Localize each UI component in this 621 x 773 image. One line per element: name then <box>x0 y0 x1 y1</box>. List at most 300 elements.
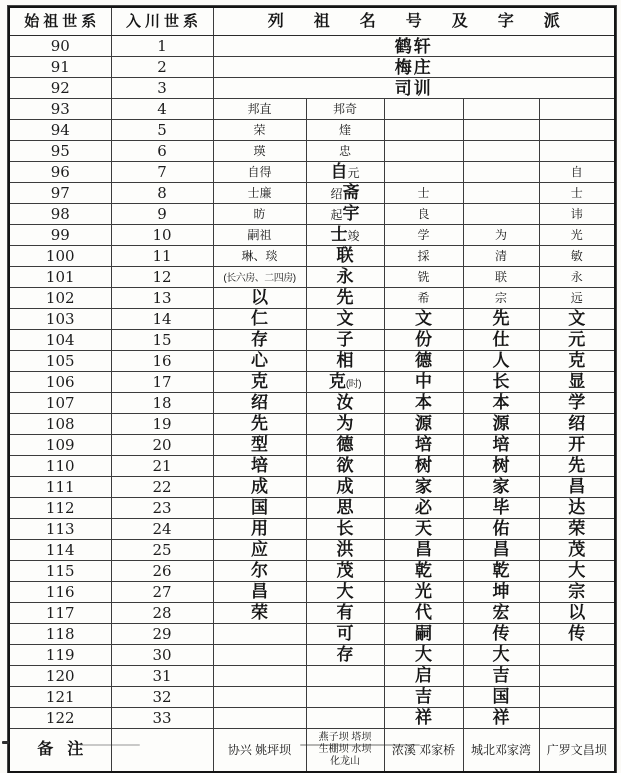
name-text: 嗣 <box>415 624 432 643</box>
name-text-line: 化龙山 <box>330 756 360 767</box>
ancestor-name-cell <box>539 498 615 519</box>
ancestor-name-cell <box>306 414 384 435</box>
name-text: 先 <box>568 456 586 475</box>
ancestor-name-cell <box>306 120 384 141</box>
ancestor-name-cell <box>213 393 306 414</box>
ancestor-name-cell <box>213 267 306 288</box>
table-row <box>9 288 615 309</box>
ancestor-name-cell <box>306 498 384 519</box>
name-text-line: 生棚坝 水坝 <box>318 744 372 755</box>
name-text: 源 <box>415 414 432 433</box>
name-text: 光 <box>570 228 583 242</box>
name-text: 浓溪 邓家桥 <box>391 743 456 757</box>
ancestor-name-cell <box>306 666 384 687</box>
ancestor-name-cell <box>463 435 539 456</box>
ancestor-generation-cell: 119 <box>9 645 111 666</box>
name-text: 克 <box>568 351 586 370</box>
header-ancestor-generation: 始祖世系 <box>9 7 111 36</box>
ancestor-name-cell <box>463 267 539 288</box>
ancestor-name-cell <box>384 624 463 645</box>
ancestor-name-cell <box>213 624 306 645</box>
name-text: 光 <box>415 582 432 601</box>
name-text: 荣 <box>253 123 266 137</box>
ancestor-generation-cell: 94 <box>9 120 111 141</box>
name-text: 士廉 <box>247 186 272 200</box>
ancestor-name-cell <box>213 540 306 561</box>
table-row <box>9 351 615 372</box>
name-text: 中 <box>415 372 432 391</box>
remarks-place-cell <box>213 729 306 773</box>
name-text: 必 <box>415 498 432 517</box>
name-text: 茂 <box>568 540 586 559</box>
name-text: 昉 <box>253 207 266 221</box>
name-text: 元 <box>347 166 360 180</box>
ancestor-name-cell <box>539 267 615 288</box>
ancestor-name-cell <box>539 708 615 729</box>
ancestor-name-cell <box>539 582 615 603</box>
table-row <box>9 309 615 330</box>
ancestor-name-cell <box>463 414 539 435</box>
ancestor-generation-cell: 100 <box>9 246 111 267</box>
ancestor-name-cell <box>384 645 463 666</box>
name-text: 宏 <box>492 603 510 622</box>
ancestor-name-cell <box>213 582 306 603</box>
sichuan-generation-cell: 12 <box>111 267 213 288</box>
ancestor-generation-cell: 98 <box>9 204 111 225</box>
ancestor-name-cell <box>463 309 539 330</box>
ancestor-name-cell <box>306 603 384 624</box>
name-text: 用 <box>251 519 268 538</box>
sichuan-generation-cell: 29 <box>111 624 213 645</box>
name-text: 心 <box>251 351 268 370</box>
sichuan-generation-cell: 6 <box>111 141 213 162</box>
name-text: 讳 <box>570 207 583 221</box>
table-row <box>9 708 615 729</box>
name-text: 坤 <box>492 582 510 601</box>
ancestor-name-cell <box>213 309 306 330</box>
name-text: 尔 <box>251 561 268 580</box>
name-text: 绍 <box>330 187 343 201</box>
ancestor-name-cell <box>463 330 539 351</box>
ancestor-generation-cell: 113 <box>9 519 111 540</box>
ancestor-generation-cell: 106 <box>9 372 111 393</box>
table-row <box>9 561 615 582</box>
ancestor-name-cell <box>539 477 615 498</box>
ancestor-name-cell <box>213 456 306 477</box>
name-text: 克 <box>251 372 268 391</box>
ancestor-name-cell <box>463 582 539 603</box>
name-text: 良 <box>417 207 430 221</box>
ancestor-name-cell <box>306 288 384 309</box>
table-row <box>9 267 615 288</box>
name-text: (长六房、二四房) <box>223 273 296 284</box>
ancestor-name-cell <box>463 204 539 225</box>
ancestor-name-cell <box>463 687 539 708</box>
ancestor-name-cell <box>384 582 463 603</box>
table-row <box>9 624 615 645</box>
name-text: 昌 <box>251 582 268 601</box>
name-text: 长 <box>336 519 354 538</box>
ancestor-name-cell <box>213 351 306 372</box>
ancestor-name-cell <box>384 498 463 519</box>
name-text: 起 <box>330 208 343 222</box>
sichuan-generation-cell: 32 <box>111 687 213 708</box>
ancestor-name-cell <box>463 477 539 498</box>
table-row <box>9 183 615 204</box>
genealogy-table <box>8 6 616 773</box>
name-text: 源 <box>492 414 510 433</box>
ancestor-name-cell <box>306 267 384 288</box>
ancestor-generation-cell: 96 <box>9 162 111 183</box>
name-text: 人 <box>492 351 510 370</box>
ancestor-name-cell <box>213 498 306 519</box>
ancestor-name-cell <box>306 477 384 498</box>
ancestor-name-cell <box>213 120 306 141</box>
table-row <box>9 519 615 540</box>
name-text: 大 <box>568 561 586 580</box>
name-text: 显 <box>568 372 586 391</box>
ancestor-name-cell <box>539 414 615 435</box>
header-sichuan-generation: 入川世系 <box>111 7 213 36</box>
ancestor-name-cell <box>463 624 539 645</box>
ancestor-name-cell <box>384 267 463 288</box>
ancestor-name-cell <box>463 456 539 477</box>
name-text: 克 <box>328 372 346 391</box>
table-row <box>9 204 615 225</box>
table-row <box>9 246 615 267</box>
sichuan-generation-cell: 3 <box>111 78 213 99</box>
name-text: 採 <box>417 249 430 263</box>
ancestor-name-cell <box>539 162 615 183</box>
ancestor-name-cell <box>306 372 384 393</box>
ancestor-name-span-cell: 司训 <box>213 78 615 99</box>
ancestor-name-cell <box>213 603 306 624</box>
sichuan-generation-cell: 2 <box>111 57 213 78</box>
name-text: 茂 <box>336 561 354 580</box>
name-text: 忠 <box>338 144 351 158</box>
name-text: 瑛 <box>253 144 266 158</box>
name-text: 培 <box>251 456 268 475</box>
ancestor-name-cell <box>213 225 306 246</box>
sichuan-generation-cell: 13 <box>111 288 213 309</box>
ancestor-name-cell <box>213 435 306 456</box>
ancestor-name-cell <box>463 99 539 120</box>
name-text: 邦直 <box>247 102 272 116</box>
table-row <box>9 603 615 624</box>
table-row <box>9 540 615 561</box>
table-row <box>9 141 615 162</box>
ancestor-name-cell <box>306 183 384 204</box>
name-text: 德 <box>336 435 354 454</box>
ancestor-name-cell <box>539 645 615 666</box>
ancestor-name-cell <box>306 456 384 477</box>
ancestor-name-cell <box>213 645 306 666</box>
sichuan-generation-cell: 24 <box>111 519 213 540</box>
name-text: 远 <box>570 291 583 305</box>
ancestor-name-cell <box>463 498 539 519</box>
ancestor-generation-cell: 121 <box>9 687 111 708</box>
ancestor-generation-cell: 109 <box>9 435 111 456</box>
ancestor-name-span-cell: 鹤轩 <box>213 36 615 57</box>
ancestor-name-cell <box>384 603 463 624</box>
ancestor-name-cell <box>306 393 384 414</box>
ancestor-name-cell <box>539 351 615 372</box>
ancestor-name-cell <box>384 225 463 246</box>
table-row <box>9 225 615 246</box>
name-text: 以 <box>568 603 586 622</box>
table-row <box>9 162 615 183</box>
table-row <box>9 666 615 687</box>
ancestor-name-cell <box>539 141 615 162</box>
ancestor-name-cell <box>384 288 463 309</box>
ancestor-name-cell <box>384 162 463 183</box>
name-text-line: 燕子坝 塔坝 <box>318 732 372 743</box>
ancestor-generation-cell: 114 <box>9 540 111 561</box>
ancestor-name-cell <box>539 603 615 624</box>
name-text: 成 <box>336 477 354 496</box>
ancestor-name-cell <box>463 603 539 624</box>
ancestor-name-cell <box>384 351 463 372</box>
ancestor-name-cell <box>463 540 539 561</box>
ancestor-name-cell <box>306 330 384 351</box>
ancestor-name-cell <box>213 561 306 582</box>
ancestor-name-cell <box>384 309 463 330</box>
name-text: 本 <box>492 393 510 412</box>
sichuan-generation-cell: 23 <box>111 498 213 519</box>
name-text: 荣 <box>568 519 586 538</box>
table-row <box>9 330 615 351</box>
ancestor-generation-cell: 111 <box>9 477 111 498</box>
name-text: 本 <box>415 393 432 412</box>
ancestor-name-cell <box>306 246 384 267</box>
ancestor-name-cell <box>539 519 615 540</box>
ancestor-name-cell <box>539 99 615 120</box>
name-text: 可 <box>336 624 354 643</box>
sichuan-generation-cell: 33 <box>111 708 213 729</box>
name-text: 树 <box>492 456 510 475</box>
table-row <box>9 78 615 99</box>
ancestor-name-cell <box>539 246 615 267</box>
name-text: 文 <box>568 309 586 328</box>
name-text: 汝 <box>336 393 354 412</box>
ancestor-name-cell <box>384 708 463 729</box>
sichuan-generation-cell: 20 <box>111 435 213 456</box>
sichuan-generation-cell: 15 <box>111 330 213 351</box>
name-text: 先 <box>492 309 510 328</box>
ancestor-name-cell <box>463 708 539 729</box>
ancestor-name-cell <box>213 708 306 729</box>
name-text: 宗 <box>568 582 586 601</box>
name-text: 大 <box>492 645 510 664</box>
name-text: 荣 <box>251 603 268 622</box>
ancestor-name-cell <box>539 540 615 561</box>
table-row <box>9 372 615 393</box>
name-text: 斋 <box>342 183 360 202</box>
name-text: 树 <box>415 456 432 475</box>
name-text: 启 <box>415 666 432 685</box>
scan-artifact <box>2 741 9 744</box>
ancestor-name-cell <box>384 519 463 540</box>
sichuan-generation-cell: 7 <box>111 162 213 183</box>
name-text: 煃 <box>338 123 351 137</box>
ancestor-name-cell <box>384 183 463 204</box>
name-text: 有 <box>336 603 354 622</box>
ancestor-name-cell <box>213 519 306 540</box>
ancestor-name-cell <box>463 246 539 267</box>
name-text: 长 <box>492 372 510 391</box>
remarks-place-cell <box>539 729 615 773</box>
sichuan-generation-cell: 21 <box>111 456 213 477</box>
ancestor-generation-cell: 93 <box>9 99 111 120</box>
ancestor-name-cell <box>539 183 615 204</box>
ancestor-name-cell <box>306 582 384 603</box>
name-text: 应 <box>251 540 268 559</box>
name-text: 文 <box>415 309 432 328</box>
table-row <box>9 435 615 456</box>
name-text: 乾 <box>415 561 432 580</box>
name-text: 绍 <box>568 414 586 433</box>
table-row <box>9 477 615 498</box>
name-text: 绍 <box>251 393 268 412</box>
ancestor-name-cell <box>306 624 384 645</box>
ancestor-name-cell <box>384 687 463 708</box>
name-text: 洪 <box>336 540 354 559</box>
name-text: 自得 <box>247 165 272 179</box>
ancestor-name-cell <box>384 435 463 456</box>
sichuan-generation-cell: 28 <box>111 603 213 624</box>
remarks-place-cell <box>384 729 463 773</box>
name-text: 自 <box>570 165 583 179</box>
table-row <box>9 36 615 57</box>
table-row <box>9 645 615 666</box>
name-text: 琳、琰 <box>241 249 278 263</box>
name-text: 文 <box>336 309 354 328</box>
table-row <box>9 120 615 141</box>
name-text: 祥 <box>492 708 510 727</box>
name-text: 嗣祖 <box>247 228 272 242</box>
ancestor-name-cell <box>463 561 539 582</box>
ancestor-name-cell <box>213 477 306 498</box>
genealogy-table-body <box>9 36 615 729</box>
name-text: 吉 <box>415 687 432 706</box>
name-text: 元 <box>568 330 586 349</box>
sichuan-generation-cell: 11 <box>111 246 213 267</box>
sichuan-generation-cell: 9 <box>111 204 213 225</box>
sichuan-generation-cell: 16 <box>111 351 213 372</box>
name-text: 德 <box>415 351 432 370</box>
name-text: 天 <box>415 519 432 538</box>
genealogy-table-footer <box>9 729 615 773</box>
ancestor-generation-cell: 115 <box>9 561 111 582</box>
name-text: 先 <box>251 414 268 433</box>
header-row <box>9 7 615 36</box>
ancestor-name-cell <box>306 309 384 330</box>
ancestor-name-cell <box>213 141 306 162</box>
sichuan-generation-cell: 17 <box>111 372 213 393</box>
name-text: 铣 <box>417 270 430 284</box>
name-text: 永 <box>336 267 354 286</box>
ancestor-name-cell <box>213 183 306 204</box>
name-text: 先 <box>336 288 354 307</box>
name-text: 士 <box>330 225 348 244</box>
name-text: 吉 <box>492 666 510 685</box>
name-text: 毕 <box>492 498 510 517</box>
ancestor-name-cell <box>384 120 463 141</box>
ancestor-name-cell <box>539 309 615 330</box>
ancestor-name-cell <box>213 372 306 393</box>
table-row <box>9 414 615 435</box>
ancestor-name-cell <box>306 561 384 582</box>
ancestor-name-cell <box>463 393 539 414</box>
ancestor-name-cell <box>213 162 306 183</box>
sichuan-generation-cell: 30 <box>111 645 213 666</box>
ancestor-name-span-cell: 梅庄 <box>213 57 615 78</box>
ancestor-name-cell <box>306 708 384 729</box>
name-text: 昌 <box>492 540 510 559</box>
ancestor-name-cell <box>384 414 463 435</box>
ancestor-name-cell <box>384 540 463 561</box>
ancestor-name-cell <box>384 246 463 267</box>
name-text: 成 <box>251 477 268 496</box>
name-text: 达 <box>568 498 586 517</box>
name-text: 邦奇 <box>332 102 357 116</box>
name-text: 国 <box>492 687 510 706</box>
name-text: 家 <box>492 477 510 496</box>
ancestor-name-cell <box>213 246 306 267</box>
name-text: 大 <box>336 582 354 601</box>
ancestor-name-cell <box>306 435 384 456</box>
ancestor-generation-cell: 90 <box>9 36 111 57</box>
ancestor-name-cell <box>539 120 615 141</box>
ancestor-name-cell <box>213 288 306 309</box>
sichuan-generation-cell: 31 <box>111 666 213 687</box>
ancestor-name-cell <box>539 288 615 309</box>
name-text: 学 <box>568 393 586 412</box>
name-text: 存 <box>336 645 354 664</box>
name-text: 为 <box>336 414 354 433</box>
table-row <box>9 582 615 603</box>
name-text: 代 <box>415 603 432 622</box>
ancestor-generation-cell: 108 <box>9 414 111 435</box>
ancestor-name-cell <box>306 645 384 666</box>
ancestor-name-cell <box>463 141 539 162</box>
sichuan-generation-cell: 18 <box>111 393 213 414</box>
ancestor-name-cell <box>539 204 615 225</box>
ancestor-generation-cell: 110 <box>9 456 111 477</box>
ancestor-generation-cell: 92 <box>9 78 111 99</box>
sichuan-generation-cell: 19 <box>111 414 213 435</box>
ancestor-name-cell <box>306 204 384 225</box>
ancestor-name-cell <box>384 330 463 351</box>
ancestor-generation-cell: 101 <box>9 267 111 288</box>
ancestor-name-cell <box>213 666 306 687</box>
name-text: 存 <box>251 330 268 349</box>
ancestor-name-cell <box>306 519 384 540</box>
ancestor-name-cell <box>539 393 615 414</box>
ancestor-generation-cell: 91 <box>9 57 111 78</box>
ancestor-generation-cell: 102 <box>9 288 111 309</box>
ancestor-name-cell <box>539 225 615 246</box>
name-text: 士 <box>570 186 583 200</box>
name-text: 子 <box>336 330 354 349</box>
name-text: 培 <box>492 435 510 454</box>
name-text: 城北邓家湾 <box>470 743 531 757</box>
ancestor-name-cell <box>463 225 539 246</box>
name-text: 竣 <box>347 229 360 243</box>
ancestor-name-cell <box>463 645 539 666</box>
ancestor-name-cell <box>306 99 384 120</box>
ancestor-generation-cell: 105 <box>9 351 111 372</box>
